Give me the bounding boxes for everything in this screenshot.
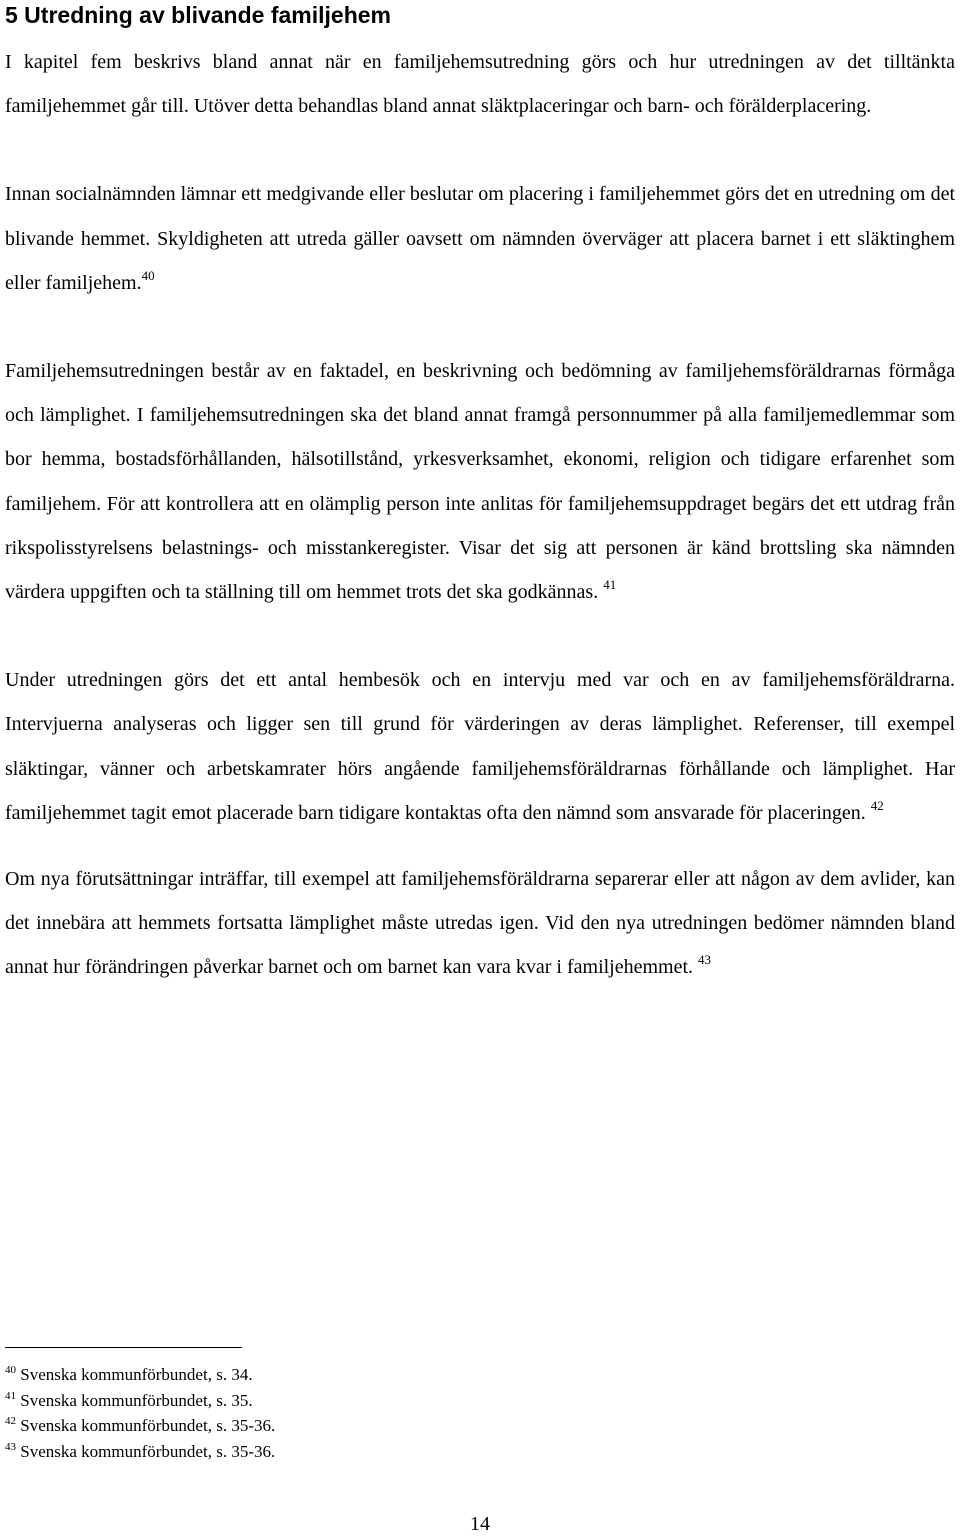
footnote-item [5,1362,275,1388]
footnote-number: 42 [5,1415,16,1427]
paragraph-home-visits [5,658,955,835]
paragraph-intro [5,40,955,128]
chapter-heading: 5 Utredning av blivande familjehem [5,2,391,28]
document-page [5,0,955,990]
paragraph-text: Under utredningen görs det ett antal hembesök och en intervju med var och en av familjehemsföräldrarna. Intervjuerna analyseras och ligger sen till grund för värderingen av deras lämplighet. Referenser, till exempel släktingar, vänner och arbetskamrater hörs angående familjehemsföräldrarnas förhållande och lämplighet. Har familjehemmet tagit emot placerade barn tidigare kontaktas ofta den nämnd som ansvarade för placeringen. [5,669,955,824]
footnote-item [5,1388,275,1414]
footnote-text: Svenska kommunförbundet, s. 35-36. [20,1416,276,1435]
footnote-text: Svenska kommunförbundet, s. 35-36. [20,1441,276,1461]
footnote-reference[interactable]: 43 [698,952,712,968]
footnote-text: Svenska kommunförbundet, s. 35. [20,1390,253,1410]
paragraph-investigation [5,172,955,305]
footnote-number: 40 [5,1364,16,1376]
footnote-reference[interactable]: 41 [603,577,617,593]
paragraph-new-circumstances [5,857,955,990]
footnote-reference[interactable]: 40 [141,267,155,283]
footnotes-list [5,1362,275,1464]
page-number: 14 [470,1513,490,1535]
footnote-text: Svenska kommunförbundet, s. 34. [20,1365,253,1384]
footnote-item [5,1413,275,1439]
footnote-item [5,1439,275,1465]
paragraph-text: Familjehemsutredningen består av en faktadel, en beskrivning och bedömning av familjehemsföräldrarnas förmåga och lämplighet. I familjehemsutredningen ska det bland annat framgå personnummer på alla familjemedlemmar som bor hemma, bostadsförhållanden, hälsotillstånd, yrkesverksamhet, ekonomi, religion och tidigare erfarenhet som familjehem. För att kontrollera att en olämplig person inte anlitas för familjehemsuppdraget begärs det ett utdrag från rikspolisstyrelsens belastnings- och misstankeregister. Visar det sig att personen är känd brottsling ska nämnden värdera uppgiften och ta ställning till om hemmet trots det ska godkännas. [5,360,955,604]
paragraph-text: I kapitel fem beskrivs bland annat när en familjehemsutredning görs och hur utredningen av det tilltänkta familjehemmet går till. Utöver detta behandlas bland annat släktplaceringar och barn- och förälderplacering. [5,51,955,118]
paragraph-family-home-study [5,349,955,614]
footnote-number: 41 [5,1389,16,1402]
footnote-number: 43 [5,1440,16,1453]
footnote-divider [5,1347,242,1348]
paragraph-text: Om nya förutsättningar inträffar, till exempel att familjehemsföräldrarna separerar eller att någon av dem avlider, kan det innebära att hemmets fortsatta lämplighet måste utredas igen. Vid den nya utredningen bedömer nämnden bland annat hur förändringen påverkar barnet och om barnet kan vara kvar i familjehemmet. [5,868,955,979]
paragraph-text: Innan socialnämnden lämnar ett medgivande eller beslutar om placering i familjehemmet görs det en utredning om det blivande hemmet. Skyldigheten att utreda gäller oavsett om nämnden överväger att placera barnet i ett släktinghem eller familjehem. [5,183,955,294]
footnote-reference[interactable]: 42 [870,797,884,813]
